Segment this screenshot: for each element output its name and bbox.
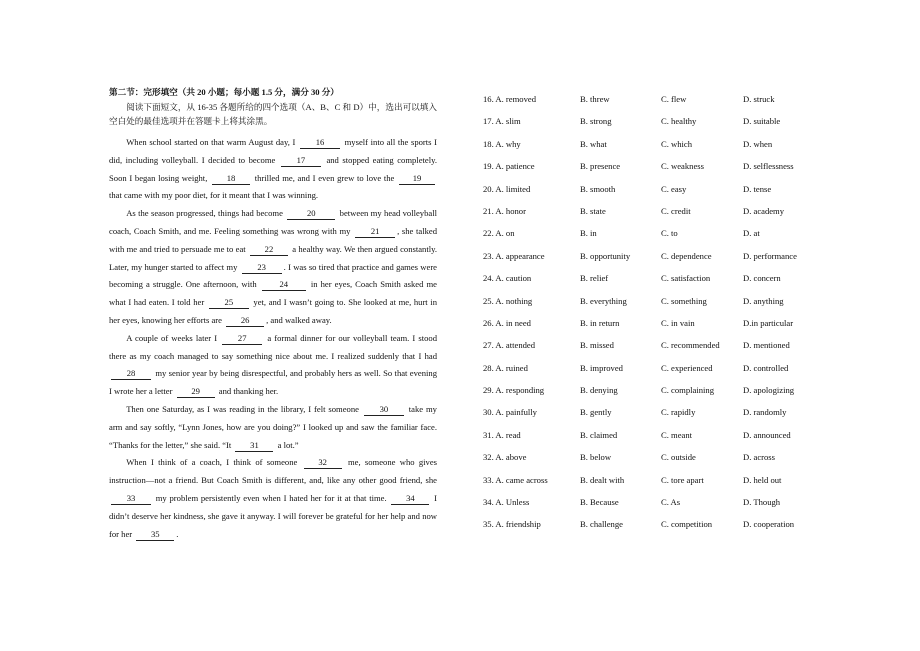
option-b: B. challenge [580, 519, 623, 530]
passage-text: yet, and I wasn’t going to. She looked at me, hurt in her eyes, knowing her efforts are [109, 297, 437, 325]
option-c: C. experienced [661, 362, 713, 373]
option-c: C. in vain [661, 317, 695, 328]
passage-text: my problem persistently even when I hated her for it at that time. [153, 492, 390, 503]
option-b: B. claimed [580, 429, 618, 440]
option-c: C. flew [661, 94, 687, 104]
passage-text: I didn’t deserve her kindness, she gave it anyway. I will forever be grateful for her help and now for her [109, 492, 437, 539]
option-a: 21. A. honor [483, 205, 526, 216]
option-b: B. dealt with [580, 474, 625, 485]
passage-paragraph [109, 134, 437, 205]
option-c: C. competition [661, 519, 713, 530]
option-d: D. when [743, 138, 773, 149]
option-a: 32. A. above [483, 452, 527, 463]
question-row [483, 407, 823, 429]
option-d: D. across [743, 452, 775, 463]
option-a: 31. A. read [483, 429, 521, 440]
option-b: B. smooth [580, 183, 616, 194]
passage-text: my senior year by being disrespectful, and probably hers as well. So that evening I wrote her a letter [109, 368, 437, 397]
option-a: 19. A. patience [483, 161, 535, 172]
question-row [483, 385, 823, 407]
blank-25: 25 [209, 297, 249, 309]
passage-text: me, someone who gives instruction—not a friend. But Coach Smith is different, and, like any other good friend, she [109, 457, 437, 486]
option-c: C. healthy [661, 116, 697, 127]
option-c: C. tore apart [661, 474, 704, 485]
option-a: 23. A. appearance [483, 250, 545, 261]
option-c: C. As [661, 497, 681, 508]
question-row [483, 452, 823, 474]
blank-29: 29 [177, 386, 215, 398]
passage-text: thrilled me, and I even grew to love the [252, 172, 397, 183]
passage-text: a formal dinner for our volleyball team. I stood there as my coach managed to say something nice about me. I realized suddenly that I had [109, 332, 437, 361]
answer-options-column [483, 94, 823, 542]
option-d: D. held out [743, 474, 782, 485]
option-c: C. something [661, 295, 707, 306]
option-a: 35. A. friendship [483, 519, 541, 530]
option-b: B. below [580, 452, 612, 463]
option-d: D. cooperation [743, 519, 795, 530]
blank-35: 35 [136, 529, 174, 541]
blank-28: 28 [111, 368, 151, 380]
option-d: D. performance [743, 250, 797, 261]
option-b: B. threw [580, 94, 610, 104]
blank-26: 26 [226, 315, 264, 327]
blank-24: 24 [262, 279, 306, 291]
option-d: D. announced [743, 429, 791, 440]
blank-20: 20 [287, 208, 335, 220]
option-c: C. to [661, 228, 678, 239]
passage-text: Then one Saturday, as I was reading in the library, I felt someone [126, 403, 362, 414]
question-row [483, 206, 823, 228]
option-b: B. in [580, 228, 597, 239]
option-d: D. tense [743, 183, 772, 194]
option-c: C. easy [661, 183, 687, 194]
option-a: 27. A. attended [483, 340, 536, 351]
option-b: B. missed [580, 340, 614, 351]
option-c: C. complaining [661, 385, 714, 396]
passage-text: , and walked away. [266, 314, 332, 325]
passage-text: myself into all the sports I did, including volleyball. I decided to become [109, 137, 437, 165]
passage-text: When I think of a coach, I think of someone [126, 457, 302, 468]
question-row [483, 228, 823, 250]
option-b: B. everything [580, 295, 627, 306]
option-d: D. concern [743, 273, 781, 284]
question-row [483, 430, 823, 452]
option-b: B. relief [580, 273, 609, 284]
option-b: B. improved [580, 362, 623, 373]
passage-paragraph [109, 205, 437, 330]
passage-text: in her eyes, Coach Smith asked me what I had eaten. I told her [109, 279, 438, 308]
question-row [483, 296, 823, 318]
question-row [483, 161, 823, 183]
option-c: C. meant [661, 429, 693, 440]
option-d: D. randomly [743, 407, 787, 418]
option-c: C. outside [661, 452, 696, 463]
blank-22: 22 [250, 244, 288, 256]
passage-text: that came with my poor diet, for it meant that I was winning. [109, 190, 319, 201]
option-d: D. selflessness [743, 161, 794, 172]
passage-text: As the season progressed, things had become [126, 208, 286, 219]
blank-17: 17 [281, 155, 321, 167]
question-row [483, 475, 823, 497]
option-d: D. controlled [743, 362, 789, 373]
option-d: D.in particular [743, 317, 794, 328]
passage-text: a lot.” [275, 439, 299, 450]
option-c: C. which [661, 138, 693, 149]
question-row [483, 184, 823, 206]
option-d: D. academy [743, 205, 785, 216]
option-b: B. strong [580, 116, 612, 127]
blank-31: 31 [235, 440, 273, 452]
blank-18: 18 [212, 173, 250, 185]
option-c: C. dependence [661, 250, 712, 261]
blank-21: 21 [355, 226, 395, 238]
option-a: 29. A. responding [483, 385, 545, 396]
question-row [483, 273, 823, 295]
option-b: B. state [580, 205, 606, 216]
option-b: B. gently [580, 407, 612, 418]
cloze-passage [109, 134, 437, 543]
option-a: 25. A. nothing [483, 295, 533, 306]
blank-33: 33 [111, 493, 151, 505]
question-row [483, 519, 823, 541]
blank-32: 32 [304, 457, 342, 469]
section-heading: 第二节：完形填空（共 20 小题；每小题 1.5 分，满分 30 分） [109, 87, 339, 97]
passage-paragraph [109, 330, 437, 401]
passage-text: take my arm and say softly, “Lynn Jones, how are you doing?” I looked up and saw the familiar face. “Thanks for the letter,” she said. “It [109, 403, 437, 450]
passage-text: between my head volleyball coach, Coach Smith, and me. Feeling something was wrong with my [109, 208, 437, 236]
option-a: 20. A. limited [483, 183, 531, 194]
option-d: D. anything [743, 295, 784, 306]
blank-34: 34 [391, 493, 429, 505]
option-a: 28. A. ruined [483, 362, 528, 373]
option-d: D. at [743, 228, 760, 239]
option-a: 34. A. Unless [483, 497, 530, 508]
passage-text: and thanking her. [216, 386, 279, 397]
blank-27: 27 [222, 333, 262, 345]
option-a: 16. A. removed [483, 94, 536, 104]
option-d: D. apologizing [743, 385, 795, 396]
question-row [483, 318, 823, 340]
option-a: 17. A. slim [483, 116, 521, 127]
passage-text: A couple of weeks later I [126, 332, 221, 343]
option-d: D. mentioned [743, 340, 790, 351]
passage-paragraph [109, 401, 437, 454]
question-row [483, 497, 823, 519]
passage-text: . [176, 528, 179, 539]
option-c: C. satisfaction [661, 273, 711, 284]
blank-19: 19 [399, 173, 435, 185]
option-a: 18. A. why [483, 138, 521, 149]
question-row [483, 251, 823, 273]
passage-text: a healthy way. We then argued constantly. Later, my hunger started to affect my [109, 243, 437, 272]
option-c: C. credit [661, 205, 691, 216]
option-b: B. what [580, 138, 607, 149]
option-a: 26. A. in need [483, 317, 531, 328]
option-a: 33. A. came across [483, 474, 548, 485]
question-row [483, 94, 823, 116]
blank-16: 16 [300, 137, 340, 149]
option-a: 24. A. caution [483, 273, 532, 284]
question-row [483, 139, 823, 161]
option-d: D. struck [743, 94, 775, 104]
option-c: C. rapidly [661, 407, 696, 418]
option-b: B. denying [580, 385, 618, 396]
option-b: B. in return [580, 317, 620, 328]
blank-30: 30 [364, 404, 404, 416]
option-a: 30. A. painfully [483, 407, 537, 418]
passage-text: , she talked with me and tried to persuade me to eat [109, 225, 437, 254]
blank-23: 23 [242, 262, 282, 274]
passage-paragraph [109, 454, 437, 543]
option-b: B. opportunity [580, 250, 631, 261]
passage-text: When school started on that warm August day, I [126, 137, 298, 147]
question-row [483, 340, 823, 362]
option-c: C. weakness [661, 161, 704, 172]
option-d: D. suitable [743, 116, 781, 127]
option-b: B. presence [580, 161, 621, 172]
passage-text: . I was so tired that practice and games were becoming a struggle. One afternoon, with [109, 261, 437, 290]
option-d: D. Though [743, 497, 781, 508]
option-b: B. Because [580, 497, 619, 508]
option-c: C. recommended [661, 340, 720, 351]
question-row [483, 363, 823, 385]
section-instructions: 阅读下面短文，从 16-35 各题所给的四个选项（A、B、C 和 D）中，选出可以填入空白处的最佳选项并在答题卡上将其涂黑。 [109, 102, 437, 126]
cloze-passage-column [109, 86, 437, 543]
question-row [483, 116, 823, 138]
option-a: 22. A. on [483, 228, 515, 239]
passage-text: and stopped eating completely. Soon I began losing weight, [109, 154, 437, 183]
